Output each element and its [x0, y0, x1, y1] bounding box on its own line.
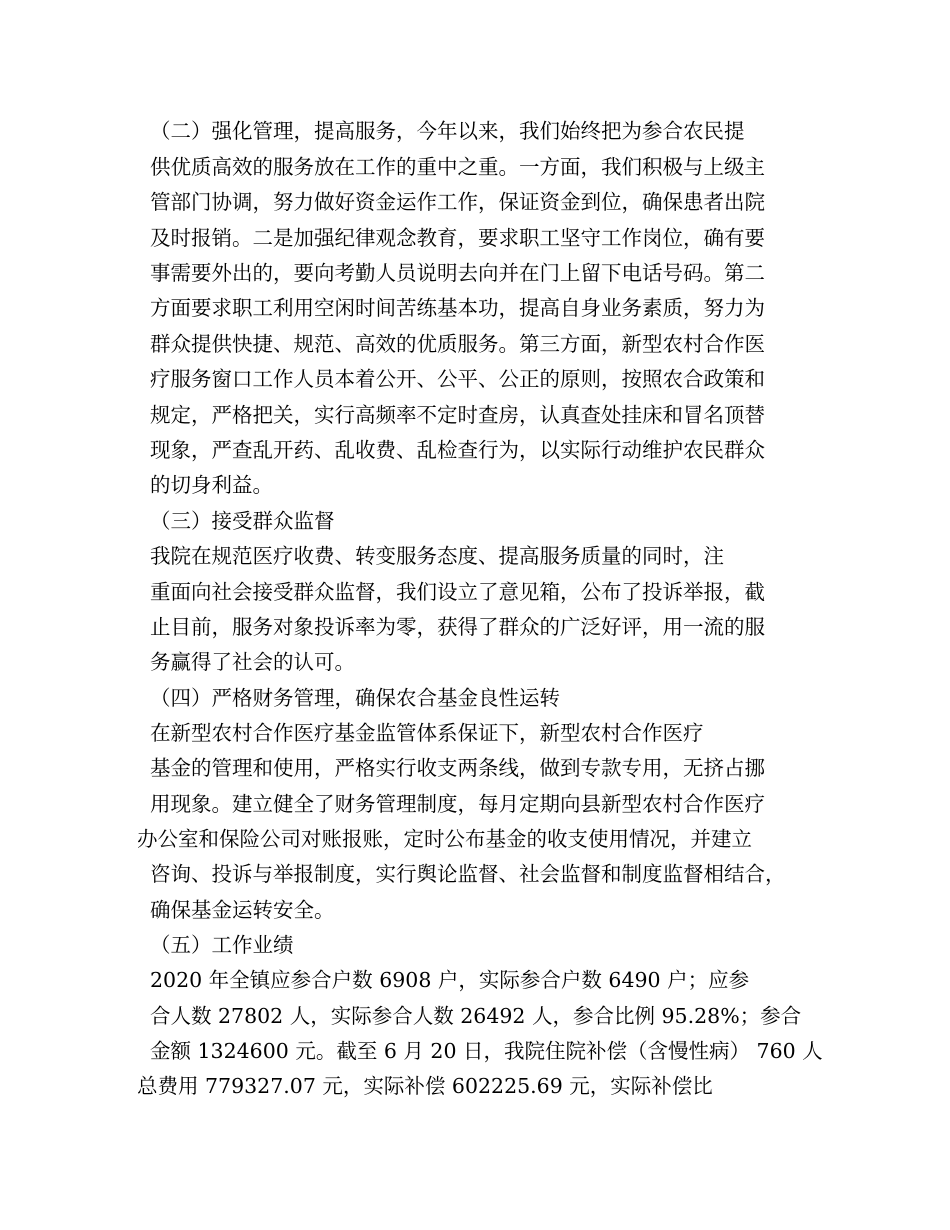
paragraph-line: 的切身利益。: [150, 473, 273, 497]
paragraph-line: 金额 1324600 元。截至 6 月 20 日，我院住院补偿（含慢性病） 760 人: [150, 1039, 823, 1063]
section-heading: （四）严格财务管理，确保农合基金良性运转: [150, 686, 560, 710]
paragraph-line: 我院在规范医疗收费、转变服务态度、提高服务质量的同时，注: [150, 544, 724, 568]
paragraph-line: 2020 年全镇应参合户数 6908 户，实际参合户数 6490 户；应参: [150, 968, 750, 992]
paragraph-line: 群众提供快捷、规范、高效的优质服务。第三方面，新型农村合作医: [150, 332, 765, 356]
paragraph-line: （二）强化管理，提高服务，今年以来，我们始终把为参合农民提: [150, 119, 745, 143]
paragraph-line: 基金的管理和使用，严格实行收支两条线，做到专款专用，无挤占挪: [150, 756, 765, 780]
section-heading: （三）接受群众监督: [150, 509, 335, 533]
paragraph-line: 止目前，服务对象投诉率为零，获得了群众的广泛好评，用一流的服: [150, 615, 765, 639]
paragraph-line: 确保基金运转安全。: [150, 898, 335, 922]
paragraph-line: 用现象。建立健全了财务管理制度，每月定期向县新型农村合作医疗: [150, 792, 765, 816]
paragraph-line: 事需要外出的，要向考勤人员说明去向并在门上留下电话号码。第二: [150, 261, 765, 285]
paragraph-line: 及时报销。二是加强纪律观念教育，要求职工坚守工作岗位，确有要: [150, 226, 765, 250]
paragraph-line: 办公室和保险公司对账报账，定时公布基金的收支使用情况，并建立: [137, 827, 752, 851]
paragraph-line: 方面要求职工利用空闲时间苦练基本功，提高自身业务素质，努力为: [150, 296, 765, 320]
section-heading: （五）工作业绩: [150, 933, 294, 957]
paragraph-line: 重面向社会接受群众监督，我们设立了意见箱，公布了投诉举报，截: [150, 580, 765, 604]
paragraph-line: 在新型农村合作医疗基金监管体系保证下，新型农村合作医疗: [150, 721, 704, 745]
paragraph-line: 管部门协调，努力做好资金运作工作，保证资金到位，确保患者出院: [150, 190, 765, 214]
paragraph-line: 疗服务窗口工作人员本着公开、公平、公正的原则，按照农合政策和: [150, 367, 765, 391]
paragraph-line: 合人数 27802 人，实际参合人数 26492 人，参合比例 95.28%；参合: [150, 1004, 802, 1028]
paragraph-line: 务赢得了社会的认可。: [150, 650, 355, 674]
paragraph-line: 咨询、投诉与举报制度，实行舆论监督、社会监督和制度监督相结合，: [150, 862, 786, 886]
paragraph-line: 现象，严查乱开药、乱收费、乱检查行为，以实际行动维护农民群众: [150, 438, 765, 462]
paragraph-line: 供优质高效的服务放在工作的重中之重。一方面，我们积极与上级主: [150, 155, 765, 179]
paragraph-line: 规定，严格把关，实行高频率不定时查房，认真查处挂床和冒名顶替: [150, 403, 765, 427]
paragraph-line: 总费用 779327.07 元，实际补偿 602225.69 元，实际补偿比: [137, 1074, 713, 1098]
